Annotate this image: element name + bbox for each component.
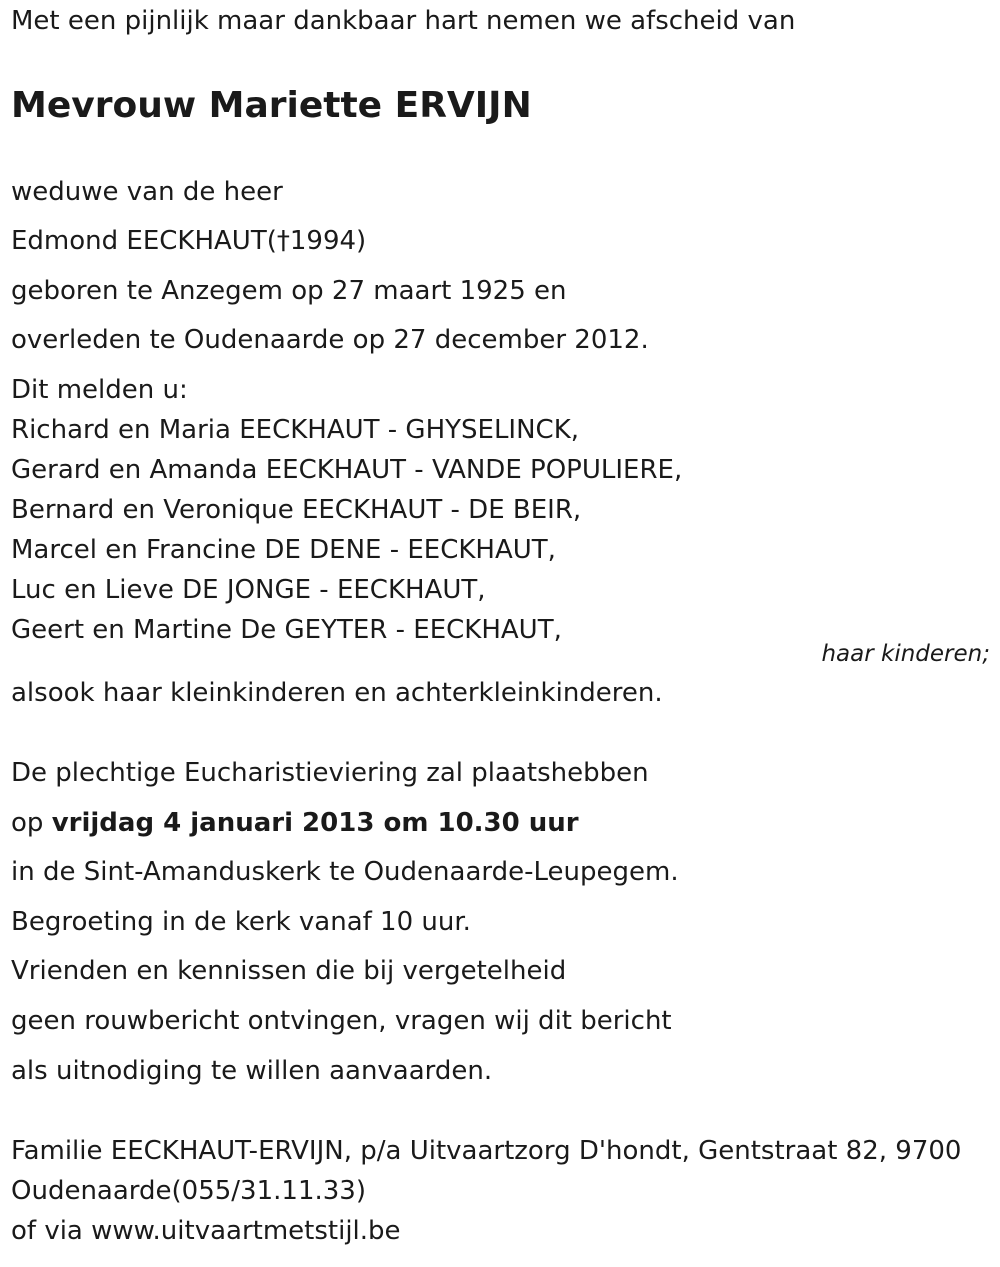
intro-text: Met een pijnlijk maar dankbaar hart nemen we afscheid van	[11, 6, 796, 36]
child-line: Gerard en Amanda EECKHAUT - VANDE POPULIERE,	[11, 455, 683, 485]
children-label: haar kinderen;	[821, 641, 990, 667]
greeting-text: Begroeting in de kerk vanaf 10 uur.	[11, 907, 471, 937]
death-text: overleden te Oudenaarde op 27 december 2012.	[11, 325, 649, 355]
child-line: Luc en Lieve DE JONGE - EECKHAUT,	[11, 575, 486, 605]
child-line: Marcel en Francine DE DENE - EECKHAUT,	[11, 535, 556, 565]
note-line: geen rouwbericht ontvingen, vragen wij dit bericht	[11, 1006, 672, 1036]
ceremony-date-line	[11, 808, 579, 839]
ceremony-location: in de Sint-Amanduskerk te Oudenaarde-Leupegem.	[11, 857, 679, 887]
announce-text: Dit melden u:	[11, 375, 188, 405]
note-line: als uitnodiging te willen aanvaarden.	[11, 1056, 493, 1086]
contact-website: of via www.uitvaartmetstijl.be	[11, 1216, 401, 1246]
grandchildren-text: alsook haar kleinkinderen en achterkleinkinderen.	[11, 678, 663, 708]
contact-line: Familie EECKHAUT-ERVIJN, p/a Uitvaartzorg D'hondt, Gentstraat 82, 9700	[11, 1136, 962, 1166]
deceased-name: Mevrouw Mariette ERVIJN	[11, 85, 532, 126]
birth-text: geboren te Anzegem op 27 maart 1925 en	[11, 276, 567, 306]
child-line: Richard en Maria EECKHAUT - GHYSELINCK,	[11, 415, 580, 445]
widow-text: weduwe van de heer	[11, 177, 283, 207]
child-line: Geert en Martine De GEYTER - EECKHAUT,	[11, 615, 562, 645]
note-line: Vrienden en kennissen die bij vergetelheid	[11, 956, 567, 986]
child-line: Bernard en Veronique EECKHAUT - DE BEIR,	[11, 495, 582, 525]
husband-name: Edmond EECKHAUT(†1994)	[11, 226, 367, 256]
ceremony-op: op	[11, 808, 44, 838]
ceremony-datetime: vrijdag 4 januari 2013 om 10.30 uur	[51, 808, 579, 838]
ceremony-intro: De plechtige Eucharistieviering zal plaatshebben	[11, 758, 649, 788]
contact-line: Oudenaarde(055/31.11.33)	[11, 1176, 366, 1206]
